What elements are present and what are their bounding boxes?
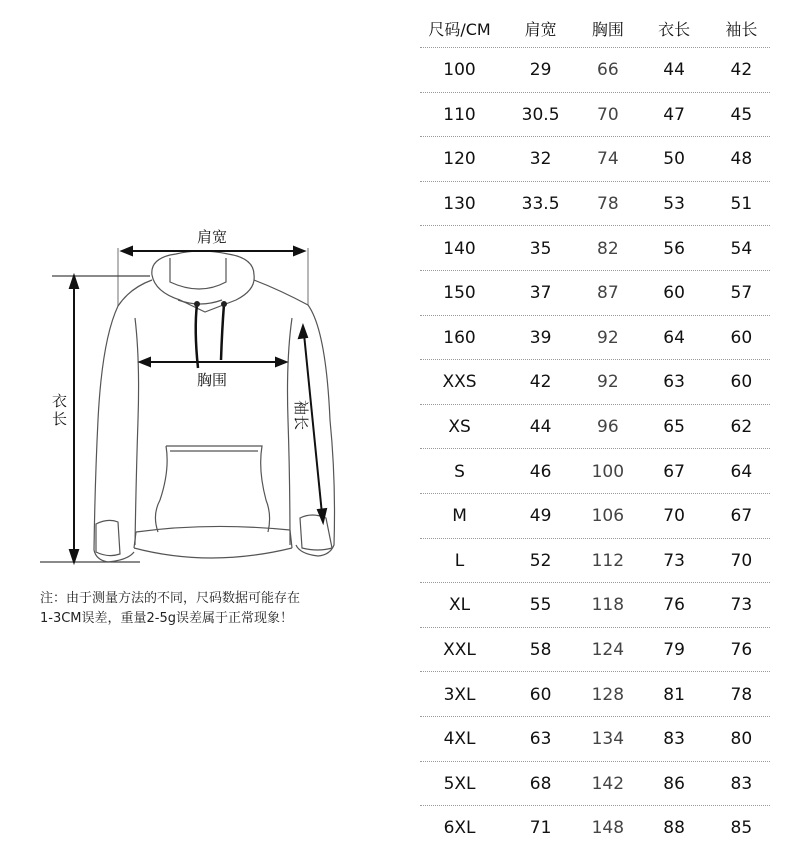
table-row [418,539,770,584]
cell-shoulder: 37 [529,283,552,304]
cell-chest: 106 [591,506,625,527]
cell-chest: 78 [597,194,619,215]
cell-size: XXL [443,640,476,661]
cell-size: 150 [443,283,476,304]
cell-shoulder: 29 [529,60,552,81]
cell-chest: 112 [591,550,625,571]
cell-size: S [454,461,465,482]
cell-size: XS [448,417,471,438]
cell-size: 5XL [443,773,476,794]
cell-sleeve: 80 [730,729,753,750]
cell-chest: 124 [591,640,625,661]
table-row [418,271,770,316]
cell-size: 100 [443,60,476,81]
table-row [418,628,770,673]
cell-chest: 128 [591,684,625,705]
table-row [418,93,770,138]
sleeve-length-label: 袖长 [292,400,310,431]
cell-sleeve: 54 [730,238,753,259]
cell-chest: 92 [597,327,619,348]
note-line-1: 注：由于测量方法的不同，尺码数据可能存在 [40,591,301,606]
header-sleeve: 袖长 [725,19,758,39]
cell-length: 65 [663,417,685,438]
cell-sleeve: 76 [730,640,753,661]
cell-sleeve: 64 [730,461,753,482]
table-row [418,360,770,405]
cell-size: 140 [443,238,476,259]
cell-shoulder: 42 [529,372,552,393]
cell-length: 44 [663,60,685,81]
cell-length: 50 [663,149,685,170]
cell-size: L [454,550,465,571]
cell-length: 47 [663,104,685,125]
cell-sleeve: 48 [730,149,753,170]
cell-size: 130 [443,194,476,215]
cell-length: 70 [663,506,685,527]
table-row [418,717,770,762]
cell-length: 60 [663,283,685,304]
cell-size: 110 [443,104,476,125]
cell-sleeve: 70 [730,550,753,571]
cell-sleeve: 42 [730,60,753,81]
cell-shoulder: 52 [529,550,552,571]
cell-size: 160 [443,327,476,348]
header-shoulder: 肩宽 [524,19,557,39]
cell-shoulder: 55 [529,595,552,616]
cell-shoulder: 46 [529,461,552,482]
cell-length: 73 [663,550,685,571]
cell-sleeve: 67 [730,506,753,527]
table-row [418,182,770,227]
table-row [418,672,770,717]
cell-sleeve: 60 [730,372,753,393]
cell-shoulder: 58 [529,640,552,661]
note-line-2: 1-3CM误差，重量2-5g误差属于正常现象！ [40,611,294,626]
cell-sleeve: 83 [730,773,753,794]
cell-chest: 100 [591,461,625,482]
cell-length: 67 [663,461,685,482]
cell-length: 81 [663,684,685,705]
cell-chest: 142 [591,773,625,794]
cell-length: 63 [663,372,685,393]
cell-size: XXS [442,372,477,393]
cell-shoulder: 49 [529,506,552,527]
cell-length: 76 [663,595,685,616]
table-row [418,316,770,361]
cell-sleeve: 78 [730,684,753,705]
table-row [418,806,770,851]
cell-shoulder: 30.5 [521,104,560,125]
cell-length: 83 [663,729,685,750]
table-row [418,494,770,539]
cell-sleeve: 51 [730,194,753,215]
cell-size: 120 [443,149,476,170]
cell-chest: 82 [597,238,619,259]
cell-chest: 87 [597,283,619,304]
cell-shoulder: 32 [529,149,552,170]
cell-shoulder: 71 [529,818,552,839]
table-row [418,762,770,807]
cell-shoulder: 35 [529,238,552,259]
cell-length: 86 [663,773,685,794]
cell-length: 56 [663,238,685,259]
shoulder-width-label: 肩宽 [197,228,228,246]
cell-size: 3XL [443,684,476,705]
cell-shoulder: 39 [529,327,552,348]
cell-chest: 148 [591,818,625,839]
cell-size: M [452,506,467,527]
cell-length: 88 [663,818,685,839]
table-row [418,226,770,271]
cell-sleeve: 73 [730,595,753,616]
table-row [418,583,770,628]
cell-length: 79 [663,640,685,661]
table-header-row [418,8,770,48]
cell-size: XL [448,595,471,616]
cell-chest: 74 [597,149,619,170]
cell-chest: 70 [597,104,619,125]
cell-chest: 96 [597,417,619,438]
header-chest: 胸围 [591,19,624,39]
header-size: 尺码/CM [428,19,491,39]
cell-length: 53 [663,194,685,215]
cell-sleeve: 60 [730,327,753,348]
size-chart-table [418,8,770,851]
cell-shoulder: 68 [529,773,552,794]
table-row [418,137,770,182]
measurement-note [40,589,370,629]
cell-sleeve: 62 [730,417,753,438]
cell-sleeve: 57 [730,283,753,304]
cell-chest: 118 [591,595,625,616]
table-row [418,449,770,494]
cell-length: 64 [663,327,685,348]
cell-chest: 92 [597,372,619,393]
table-body [418,48,770,851]
cell-shoulder: 60 [529,684,552,705]
cell-chest: 134 [591,729,625,750]
body-length-label: 衣长 [52,392,68,428]
cell-shoulder: 33.5 [521,194,560,215]
cell-shoulder: 63 [529,729,552,750]
cell-shoulder: 44 [529,417,552,438]
chest-label: 胸围 [197,371,228,389]
cell-size: 4XL [443,729,476,750]
cell-size: 6XL [443,818,476,839]
cell-chest: 66 [597,60,619,81]
table-row [418,405,770,450]
header-length: 衣长 [658,19,691,39]
table-row [418,48,770,93]
cell-sleeve: 85 [730,818,753,839]
hoodie-drawing-icon [0,0,410,600]
cell-sleeve: 45 [730,104,753,125]
